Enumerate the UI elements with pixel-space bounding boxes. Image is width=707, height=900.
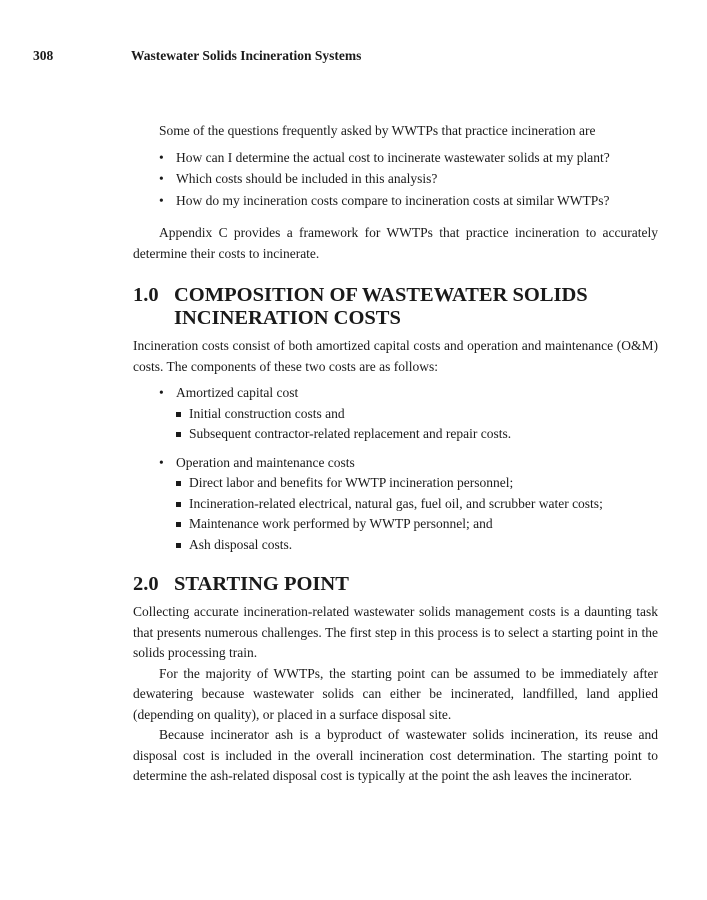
square-bullet-icon (176, 543, 181, 548)
appendix-paragraph: Appendix C provides a framework for WWTPs that practice incineration to accurately determine their costs to incinerate. (133, 225, 658, 261)
section-title: STARTING POINT (174, 573, 349, 595)
sub-list-item: Subsequent contractor-related replacement and repair costs. (133, 424, 658, 445)
section-number: 2.0 (133, 573, 159, 595)
bullet-icon: • (159, 149, 164, 165)
section-1-heading (133, 284, 658, 330)
section-2-paragraph: For the majority of WWTPs, the starting point can be assumed to be immediately after dewatering because wastewater solids can either be incinerated, landfilled, land applied (depending on quality), or placed in a surface disposal site. (133, 665, 658, 722)
section-number: 1.0 (133, 284, 159, 306)
page-content (133, 121, 658, 787)
section-2-paragraph: Because incinerator ash is a byproduct of wastewater solids incineration, its reuse and disposal cost is included in the overall incineration cost determination. The starting point to determine the ash-related disposal cost is typically at the point the ash leaves the incinerator. (133, 727, 658, 783)
bullet-icon: • (159, 171, 164, 186)
list-item: • Operation and maintenance costs Direct labor and benefits for WWTP incineration personnel; Incineration-related electrical, natural gas, fuel oil, and scrubber water costs; Maintenance work performed by WWTP personnel; and Ash disposal costs. (133, 453, 658, 556)
sub-list-item: Maintenance work performed by WWTP personnel; and (133, 514, 658, 535)
sub-list-item: Ash disposal costs. (133, 535, 658, 556)
list-item: • Which costs should be included in this analysis? (133, 169, 658, 190)
page-header (33, 48, 673, 68)
sub-list (176, 473, 658, 555)
section-2-paragraph: Collecting accurate incineration-related wastewater solids management costs is a daunting task that presents numerous challenges. The first step in this process is to select a starting point in the solids processing train. (133, 604, 658, 660)
intro-lead: Some of the questions frequently asked by WWTPs that practice incineration are (159, 123, 596, 138)
sub-list-item: Initial construction costs and (133, 404, 658, 425)
square-bullet-icon (176, 502, 181, 507)
page-number: 308 (33, 48, 54, 63)
sub-list-item: Direct labor and benefits for WWTP incineration personnel; (133, 473, 658, 494)
list-item: • How can I determine the actual cost to incinerate wastewater solids at my plant? (133, 148, 658, 169)
question-list (133, 148, 658, 212)
cost-components-list (133, 383, 658, 555)
running-title: Wastewater Solids Incineration Systems (131, 48, 362, 63)
section-title: COMPOSITION OF WASTEWATER SOLIDS INCINERATION COSTS (174, 284, 588, 329)
bullet-icon: • (159, 385, 164, 400)
bullet-icon: • (159, 454, 164, 470)
square-bullet-icon (176, 412, 181, 417)
square-bullet-icon (176, 481, 181, 486)
sub-list (176, 404, 658, 445)
section-1-paragraph: Incineration costs consist of both amortized capital costs and operation and maintenance (O&M) costs. The components of these two costs are as follows: (133, 338, 658, 374)
square-bullet-icon (176, 432, 181, 437)
bullet-icon: • (159, 192, 164, 208)
list-item: • Amortized capital cost Initial construction costs and Subsequent contractor-related replacement and repair costs. (133, 383, 658, 445)
section-2-heading (133, 573, 658, 596)
sub-list-item: Incineration-related electrical, natural gas, fuel oil, and scrubber water costs; (133, 494, 658, 515)
square-bullet-icon (176, 522, 181, 527)
list-item: • How do my incineration costs compare to incineration costs at similar WWTPs? (133, 191, 658, 212)
